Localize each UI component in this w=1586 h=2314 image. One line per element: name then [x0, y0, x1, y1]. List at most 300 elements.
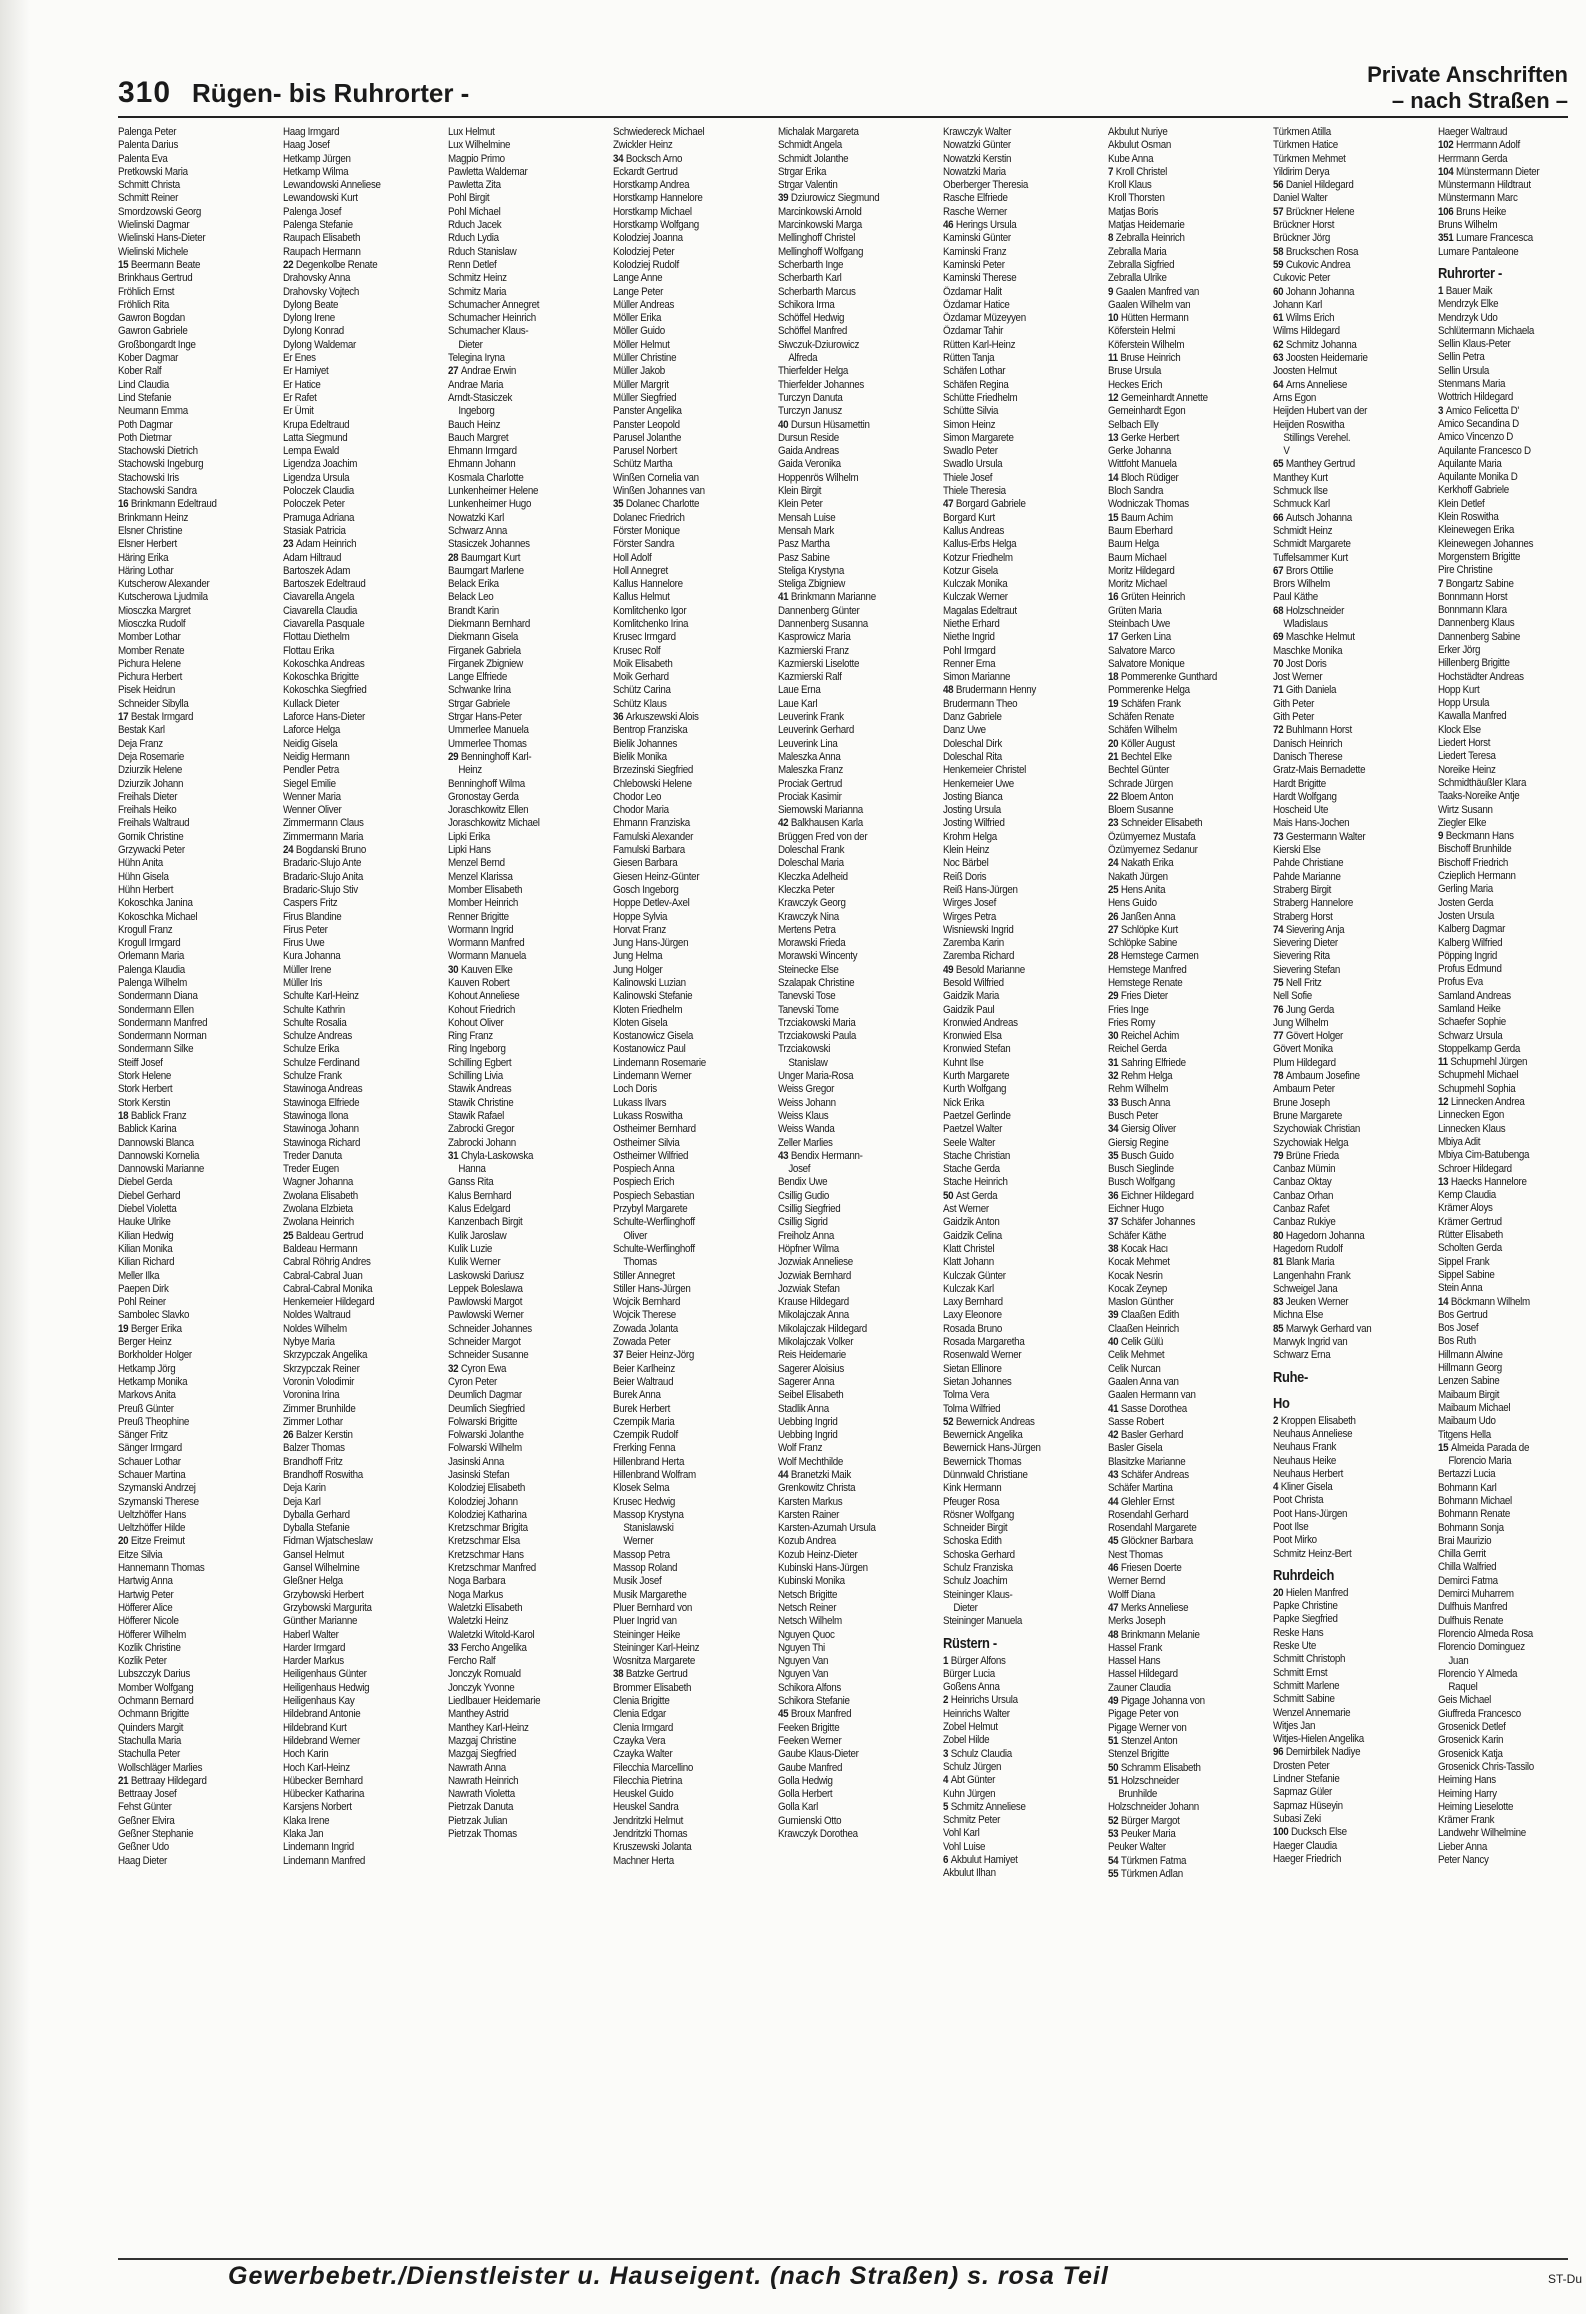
- directory-entry: [1273, 658, 1436, 671]
- directory-entry: [778, 684, 941, 697]
- directory-entry: [1438, 724, 1568, 737]
- resident-name: Meller Ilka: [118, 1269, 160, 1282]
- directory-entry: [1273, 950, 1436, 963]
- directory-entry: [1273, 1176, 1436, 1189]
- resident-name: Hühn Anita: [118, 857, 163, 870]
- directory-entry: [448, 1363, 611, 1376]
- resident-name: Buhlmann Horst: [1285, 724, 1352, 737]
- resident-name: Kalinowski Stefanie: [613, 990, 693, 1003]
- resident-name: Dyballa Gerhard: [283, 1508, 350, 1521]
- resident-name: Giuffreda Francesco: [1438, 1707, 1521, 1720]
- directory-entry: [1438, 1641, 1568, 1654]
- resident-name: Brors Ottilie: [1285, 564, 1334, 577]
- resident-name: Diebel Violetta: [118, 1203, 177, 1216]
- resident-name: Gaida Andreas: [778, 445, 839, 458]
- directory-entry: [118, 1309, 281, 1322]
- directory-entry: [943, 1216, 1106, 1229]
- directory-entry: [1108, 684, 1271, 697]
- resident-name: Palenga Stefanie: [283, 219, 353, 232]
- house-number: 19: [118, 1322, 129, 1335]
- resident-name: Lindemann Werner: [613, 1070, 692, 1083]
- street-heading: Rüstern -: [943, 1634, 997, 1652]
- directory-entry: [613, 591, 776, 604]
- resident-name: Krusec Rolf: [613, 644, 661, 657]
- resident-name: Wittfoht Manuela: [1108, 458, 1177, 471]
- directory-entry: [943, 897, 1106, 910]
- directory-entry: [448, 1668, 611, 1681]
- resident-name: Heiming Hans: [1438, 1774, 1496, 1787]
- resident-name: Golla Karl: [778, 1801, 819, 1814]
- directory-entry: [283, 1429, 446, 1442]
- resident-name: Bradaric-Slujo Ante: [283, 857, 362, 870]
- resident-name: Müller Jakob: [613, 365, 665, 378]
- directory-entry: [1108, 166, 1271, 179]
- directory-entry: [448, 1615, 611, 1628]
- directory-entry: [1438, 1003, 1568, 1016]
- directory-entry: [118, 1442, 281, 1455]
- resident-name: Stawinoga Andreas: [283, 1083, 363, 1096]
- house-number: 25: [1108, 883, 1119, 896]
- resident-name: Trzciakowski Paula: [778, 1030, 857, 1043]
- directory-entry: [283, 1722, 446, 1735]
- directory-entry: [613, 1509, 776, 1522]
- directory-entry: [778, 990, 941, 1003]
- resident-name: Renn Detlef: [448, 258, 497, 271]
- directory-entry: [118, 1509, 281, 1522]
- directory-entry: [613, 1296, 776, 1309]
- resident-name: Schmitt Christoph: [1273, 1653, 1346, 1666]
- resident-name: Ueltzhöffer Hilde: [118, 1522, 186, 1535]
- house-number: 24: [1108, 857, 1119, 870]
- resident-name: Gawron Gabriele: [118, 325, 188, 338]
- resident-name: Florencio Maria: [1448, 1455, 1512, 1468]
- directory-entry: [1108, 1296, 1271, 1309]
- resident-name: Plum Hildegard: [1273, 1056, 1336, 1069]
- directory-entry: [1273, 192, 1436, 205]
- resident-name: Wolf Mechthilde: [778, 1455, 843, 1468]
- directory-entry: [1273, 1043, 1436, 1056]
- section-title-line1: Private Anschriften: [1367, 62, 1568, 87]
- directory-entry: [1273, 671, 1436, 684]
- directory-entry: [778, 1496, 941, 1509]
- directory-entry: [778, 139, 941, 152]
- directory-entry: [1438, 1415, 1568, 1428]
- directory-entry: [613, 1589, 776, 1602]
- directory-entry: [448, 458, 611, 471]
- directory-entry: [1108, 1815, 1271, 1828]
- directory-entry: [448, 1150, 611, 1163]
- directory-entry: [283, 1363, 446, 1376]
- resident-name: Ostheimer Wilfried: [613, 1149, 689, 1162]
- directory-entry: [1438, 232, 1568, 245]
- directory-entry: [1108, 1562, 1271, 1575]
- resident-name: Kober Ralf: [118, 365, 162, 378]
- resident-name: Canbaz Mümin: [1273, 1163, 1336, 1176]
- resident-name: Matjas Heidemarie: [1108, 219, 1185, 232]
- resident-name: Möller Guido: [613, 325, 665, 338]
- resident-name: Tolma Wilfried: [943, 1402, 1001, 1415]
- directory-entry: [1438, 1242, 1568, 1255]
- resident-name: Jozwiak Bernhard: [778, 1269, 852, 1282]
- directory-entry: [1273, 419, 1436, 432]
- resident-name: Steininger Heike: [613, 1628, 681, 1641]
- resident-name: Gestermann Walter: [1285, 830, 1366, 843]
- directory-entry: [1273, 738, 1436, 751]
- section-title: [1367, 62, 1568, 114]
- resident-name: Schäfer Käthe: [1108, 1229, 1167, 1242]
- directory-entry: [118, 1855, 281, 1868]
- directory-entry: [943, 1509, 1106, 1522]
- directory-entry: [1273, 711, 1436, 724]
- resident-name: Schäfer Martina: [1108, 1482, 1173, 1495]
- resident-name: Hardt Wolfgang: [1273, 790, 1337, 803]
- resident-name: Jasinski Anna: [448, 1455, 504, 1468]
- resident-name: Mensah Mark: [778, 524, 835, 537]
- directory-entry: [1108, 1403, 1271, 1416]
- house-number: 24: [283, 844, 294, 857]
- resident-name: Bohmann Sonja: [1438, 1521, 1504, 1534]
- resident-name: Grosenick Detlef: [1438, 1721, 1506, 1734]
- house-number: 14: [1108, 471, 1119, 484]
- resident-name: Ostheimer Bernhard: [613, 1123, 696, 1136]
- directory-entry: [1438, 737, 1568, 750]
- resident-name: Pramuga Adriana: [283, 511, 355, 524]
- directory-entry: [283, 352, 446, 365]
- directory-entry: [943, 1602, 1108, 1615]
- resident-name: Schmitt Marlene: [1273, 1679, 1340, 1692]
- resident-name: Bartoszek Edeltraud: [283, 578, 366, 591]
- resident-name: Jung Wilhelm: [1273, 1016, 1329, 1029]
- resident-name: Cabral-Cabral Juan: [283, 1269, 363, 1282]
- resident-name: Schikora Stefanie: [778, 1695, 850, 1708]
- directory-entry: [1438, 1734, 1568, 1747]
- resident-name: Jozwiak Anneliese: [778, 1256, 853, 1269]
- resident-name: Hochstädter Andreas: [1438, 670, 1524, 683]
- directory-entry: [778, 857, 941, 870]
- resident-name: Paepen Dirk: [118, 1282, 169, 1295]
- resident-name: Eichner Hugo: [1108, 1203, 1164, 1216]
- directory-entry: [613, 565, 776, 578]
- directory-entry: [778, 339, 941, 352]
- resident-name: Baum Eberhard: [1108, 524, 1173, 537]
- directory-entry: [118, 259, 281, 272]
- directory-entry: [943, 578, 1106, 591]
- directory-entry: [1273, 1083, 1436, 1096]
- resident-name: Glöckner Barbara: [1120, 1535, 1193, 1548]
- resident-name: Stache Gerda: [943, 1163, 1000, 1176]
- resident-name: Amico Felicetta D': [1445, 404, 1519, 417]
- directory-entry: [448, 1456, 611, 1469]
- resident-name: Unger Maria-Rosa: [778, 1070, 854, 1083]
- resident-name: Köller August: [1120, 737, 1175, 750]
- resident-name: Yildirim Derya: [1273, 165, 1330, 178]
- directory-entry: [778, 1509, 941, 1522]
- directory-entry: [283, 1083, 446, 1096]
- resident-name: Akbulut Nuriye: [1108, 126, 1168, 138]
- resident-name: Hanna: [458, 1163, 486, 1176]
- house-number: 38: [613, 1668, 624, 1681]
- directory-entry: [448, 751, 611, 764]
- resident-name: Er Hatice: [283, 378, 321, 391]
- directory-entry: [613, 645, 776, 658]
- directory-entry: [1438, 750, 1568, 763]
- resident-name: Szychowiak Christian: [1273, 1123, 1361, 1136]
- resident-name: Türkmen Adlan: [1120, 1867, 1183, 1880]
- directory-entry: [118, 1429, 281, 1442]
- directory-entry: [118, 1323, 281, 1336]
- directory-entry: [613, 937, 776, 950]
- resident-name: Schwarz Ursula: [1438, 1029, 1503, 1042]
- resident-name: Mazgaj Christine: [448, 1734, 517, 1747]
- directory-entry: [613, 1535, 778, 1548]
- resident-name: Neidig Hermann: [283, 750, 350, 763]
- resident-name: Gansel Helmut: [283, 1548, 344, 1561]
- directory-entry: [1438, 458, 1568, 471]
- directory-entry: [1273, 751, 1436, 764]
- directory-entry: [448, 764, 613, 777]
- directory-entry: [283, 977, 446, 990]
- resident-name: Peuker Walter: [1108, 1841, 1166, 1854]
- directory-entry: [1108, 1456, 1271, 1469]
- house-number: 64: [1273, 378, 1284, 391]
- directory-entry: [778, 658, 941, 671]
- resident-name: Sietan Ellinore: [943, 1362, 1002, 1375]
- resident-name: Czempik Maria: [613, 1415, 675, 1428]
- directory-entry: [1438, 418, 1568, 431]
- resident-name: Szychowiak Helga: [1273, 1136, 1349, 1149]
- resident-name: Palenga Wilhelm: [118, 977, 188, 989]
- directory-entry: [1273, 645, 1436, 658]
- house-number: 21: [1108, 750, 1119, 763]
- directory-entry: [283, 1762, 446, 1775]
- resident-name: Hühn Herbert: [118, 883, 174, 896]
- resident-name: Papke Siegfried: [1273, 1613, 1338, 1626]
- resident-name: Sellin Petra: [1438, 351, 1485, 364]
- directory-entry: [1438, 1748, 1568, 1761]
- resident-name: Jasinski Stefan: [448, 1468, 510, 1481]
- corner-code: ST-Du: [1547, 2272, 1582, 2286]
- directory-entry: [118, 1841, 281, 1854]
- resident-name: Nawrath Heinrich: [448, 1774, 519, 1787]
- resident-name: Sietan Johannes: [943, 1375, 1012, 1388]
- resident-name: Haberl Walter: [283, 1628, 339, 1641]
- resident-name: Danz Uwe: [943, 724, 986, 737]
- directory-entry: [1438, 1681, 1568, 1694]
- directory-entry: [1438, 1588, 1568, 1601]
- directory-entry: [613, 605, 776, 618]
- directory-entry: [283, 1828, 446, 1841]
- directory-entry: [1438, 657, 1568, 670]
- directory-entry: [778, 1137, 941, 1150]
- house-number: 34: [613, 152, 624, 165]
- directory-entry: [283, 1442, 446, 1455]
- directory-entry: [283, 458, 446, 471]
- directory-entry: [1273, 1680, 1436, 1693]
- resident-name: Kaminski Peter: [943, 258, 1005, 271]
- directory-entry: [1108, 778, 1271, 791]
- resident-name: Johann Karl: [1273, 298, 1322, 311]
- resident-name: Selbach Elly: [1108, 418, 1159, 431]
- resident-name: Dulfhuis Renate: [1438, 1614, 1504, 1627]
- resident-name: Stachulla Maria: [118, 1734, 182, 1747]
- resident-name: Maleszka Franz: [778, 764, 843, 777]
- directory-entry: [1108, 1150, 1271, 1163]
- directory-entry: [778, 1296, 941, 1309]
- directory-entry: [1273, 126, 1436, 139]
- directory-entry: [1108, 498, 1271, 511]
- house-number: 52: [1108, 1814, 1119, 1827]
- resident-name: Brückner Horst: [1273, 219, 1335, 232]
- directory-entry: [118, 179, 281, 192]
- resident-name: Diebel Gerhard: [118, 1189, 181, 1202]
- resident-name: Steiff Josef: [118, 1056, 163, 1069]
- resident-name: Josten Ursula: [1438, 909, 1494, 922]
- directory-entry: [448, 1057, 611, 1070]
- resident-name: Joraschkowitz Ellen: [448, 804, 529, 817]
- resident-name: Bielik Johannes: [613, 737, 678, 750]
- directory-entry: [778, 325, 941, 338]
- resident-name: Zimmer Brunhilde: [283, 1402, 356, 1415]
- resident-name: Jung Helma: [613, 950, 663, 963]
- directory-entry: [778, 1722, 941, 1735]
- directory-entry: [448, 153, 611, 166]
- resident-name: Wagner Johanna: [283, 1176, 354, 1189]
- resident-name: Pfeuger Rosa: [943, 1495, 1000, 1508]
- directory-entry: [1273, 1826, 1436, 1839]
- directory-entry: [778, 1762, 941, 1775]
- directory-entry: [283, 1336, 446, 1349]
- resident-name: Klosek Selma: [613, 1482, 670, 1495]
- directory-entry: [778, 831, 941, 844]
- resident-name: Branetzki Maik: [790, 1468, 851, 1481]
- resident-name: Sievering Rita: [1273, 950, 1330, 963]
- directory-entry: [778, 791, 941, 804]
- resident-name: Leuverink Lina: [778, 737, 838, 750]
- resident-name: Busch Anna: [1120, 1096, 1171, 1109]
- resident-name: Gaidzik Paul: [943, 1003, 995, 1016]
- house-number: 29: [1108, 990, 1119, 1003]
- street-heading: Ruhe-: [1273, 1368, 1309, 1386]
- resident-name: Vohl Karl: [943, 1827, 980, 1840]
- directory-entry: [778, 1243, 941, 1256]
- directory-entry: [1108, 192, 1271, 205]
- directory-entry: [118, 804, 281, 817]
- house-number: 22: [1108, 790, 1119, 803]
- directory-entry: [943, 192, 1106, 205]
- directory-entry: [943, 1841, 1106, 1854]
- directory-entry: [118, 1123, 281, 1136]
- directory-entry: [448, 964, 611, 977]
- resident-name: Grzybowski Herbert: [283, 1588, 364, 1601]
- directory-entry: [613, 1150, 776, 1163]
- resident-name: Er Enes: [283, 352, 316, 365]
- house-number: 46: [943, 219, 954, 232]
- resident-name: Mais Hans-Jochen: [1273, 817, 1350, 830]
- directory-entry: [118, 219, 281, 232]
- house-number: 42: [778, 817, 789, 830]
- resident-name: Hoppe Detlev-Axel: [613, 897, 690, 910]
- resident-name: Schäfen Regina: [943, 378, 1009, 391]
- directory-entry: [283, 817, 446, 830]
- resident-name: Steininger Karl-Heinz: [613, 1641, 700, 1654]
- house-number: 49: [943, 963, 954, 976]
- resident-name: Canbaz Orhan: [1273, 1189, 1334, 1202]
- resident-name: Stawinoga Elfriede: [283, 1096, 360, 1109]
- resident-name: Straberg Horst: [1273, 910, 1333, 923]
- house-number: 29: [448, 750, 459, 763]
- directory-entry: [943, 658, 1106, 671]
- house-number: 35: [613, 498, 624, 511]
- house-number: 57: [1273, 205, 1284, 218]
- directory-entry: [448, 1389, 611, 1402]
- resident-name: Rosendahl Margarete: [1108, 1522, 1197, 1535]
- directory-entry: [778, 179, 941, 192]
- resident-name: Poth Dietmar: [118, 431, 172, 444]
- directory-entry: [778, 1083, 941, 1096]
- resident-name: Bradaric-Slujo Anita: [283, 870, 364, 883]
- resident-name: Danisch Therese: [1273, 750, 1343, 763]
- resident-name: Papke Christine: [1273, 1600, 1338, 1613]
- directory-entry: [1273, 817, 1436, 830]
- directory-entry: [778, 1176, 941, 1189]
- resident-name: Kretzschmar Hans: [448, 1548, 524, 1561]
- resident-name: Krawczyk Walter: [943, 126, 1012, 138]
- resident-name: Nowatzki Kerstin: [943, 152, 1012, 165]
- directory-entry: [1273, 312, 1436, 325]
- directory-entry: [1108, 1243, 1271, 1256]
- directory-entry: [1108, 1748, 1271, 1761]
- directory-entry: [778, 192, 941, 205]
- page-binding-shadow: [0, 0, 30, 2314]
- resident-name: Nowatzki Günter: [943, 139, 1011, 152]
- directory-entry: [943, 1363, 1106, 1376]
- directory-entry: [943, 1429, 1106, 1442]
- directory-entry: [943, 1150, 1106, 1163]
- directory-entry: [613, 1123, 776, 1136]
- directory-entry: [1108, 1801, 1271, 1814]
- resident-name: Poot Hans-Jürgen: [1273, 1507, 1348, 1520]
- resident-name: Hoch Karin: [283, 1748, 329, 1761]
- resident-name: Lux Helmut: [448, 126, 495, 138]
- resident-name: Holzschneider Johann: [1108, 1801, 1199, 1814]
- directory-entry: [613, 1309, 776, 1322]
- resident-name: Stachulla Peter: [118, 1748, 180, 1761]
- resident-name: Wottrich Hildegard: [1438, 391, 1513, 404]
- resident-name: Er Hamiyet: [283, 365, 329, 378]
- directory-entry: [1273, 1216, 1436, 1229]
- directory-entry: [943, 1163, 1106, 1176]
- house-number: 2: [1273, 1414, 1279, 1427]
- directory-entry: [613, 552, 776, 565]
- directory-entry: [1108, 179, 1271, 192]
- resident-name: Schmitz Heinz-Bert: [1273, 1547, 1352, 1560]
- resident-name: Bonnmann Klara: [1438, 604, 1507, 617]
- resident-name: Morgenstern Brigitte: [1438, 550, 1521, 563]
- directory-entry: [448, 1296, 611, 1309]
- directory-entry: [943, 166, 1106, 179]
- directory-entry: [943, 1482, 1106, 1495]
- directory-entry: [448, 525, 611, 538]
- directory-entry: [1438, 1296, 1568, 1309]
- resident-name: Pietrzak Danuta: [448, 1801, 514, 1814]
- resident-name: Basler Gisela: [1108, 1442, 1163, 1455]
- directory-entry: [1438, 1601, 1568, 1614]
- directory-entry: [118, 565, 281, 578]
- directory-entry: [943, 645, 1106, 658]
- directory-entry: [1108, 698, 1271, 711]
- house-number: 72: [1273, 724, 1284, 737]
- resident-name: Simon Margarete: [943, 431, 1014, 444]
